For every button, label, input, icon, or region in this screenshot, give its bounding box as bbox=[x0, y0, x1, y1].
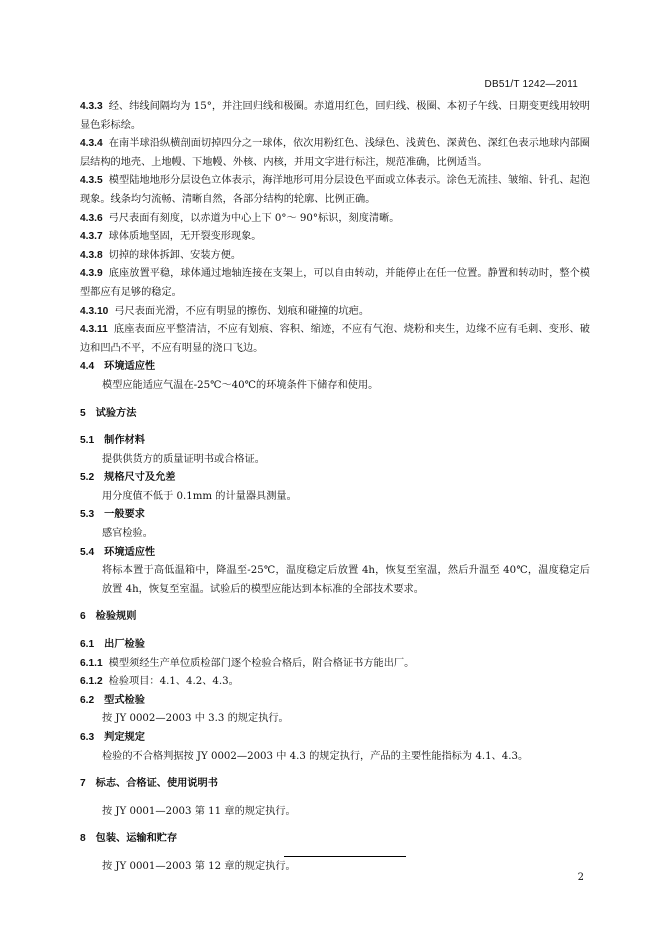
clause-text: 检验项目：4.1、4.2、4.3。 bbox=[108, 676, 239, 688]
clause-4-3-7 bbox=[80, 228, 590, 247]
clause-number: 4.3.5 bbox=[80, 175, 103, 187]
clause-number: 4.3.10 bbox=[80, 305, 109, 317]
clause-number: 4.3.3 bbox=[80, 101, 103, 112]
section-title: 型式检验 bbox=[104, 694, 145, 706]
clause-number: 4.3.4 bbox=[80, 138, 103, 150]
clause-text: 底座表面应平整清洁，不应有划痕、容积、缩迹，不应有气泡、烧粉和夹生，边缘不应有毛刺、变形、破边和凹凸不平，不应有明显的浇口飞边。 bbox=[80, 324, 590, 354]
section-number: 6.3 bbox=[80, 732, 95, 743]
heading-5-2 bbox=[80, 469, 590, 488]
section-title: 检验规则 bbox=[95, 611, 137, 623]
heading-6-1 bbox=[80, 636, 590, 655]
clause-number: 4.3.6 bbox=[80, 212, 103, 224]
heading-8 bbox=[80, 830, 590, 849]
section-number: 5.3 bbox=[80, 509, 95, 521]
text-5-1: 提供供货方的质量证明书或合格证。 bbox=[102, 453, 265, 465]
heading-4-4 bbox=[80, 358, 590, 377]
section-title: 制作材料 bbox=[104, 435, 145, 447]
clause-text: 球体质地坚固，无开裂变形现象。 bbox=[108, 231, 262, 243]
clause-6-1-2 bbox=[80, 673, 590, 692]
heading-5 bbox=[80, 405, 590, 424]
end-rule bbox=[284, 856, 406, 857]
clause-4-3-10 bbox=[80, 303, 590, 322]
section-title: 试验方法 bbox=[95, 407, 137, 419]
text-8: 按 JY 0001—2003 第 12 章的规定执行。 bbox=[102, 860, 296, 872]
section-number: 6 bbox=[80, 611, 86, 623]
section-number: 8 bbox=[80, 833, 86, 845]
clause-text: 在南半球沿纵横剖面切掉四分之一球体，依次用粉红色、浅绿色、浅黄色、深黄色、深红色表示地球内部圈层结构的地壳、上地幔、下地幔、外核、内核，并用文字进行标注，规范准确，比例适当。 bbox=[80, 138, 590, 168]
page-number: 2 bbox=[577, 872, 584, 883]
text-7: 按 JY 0001—2003 第 11 章的规定执行。 bbox=[102, 805, 296, 817]
section-number: 5.2 bbox=[80, 472, 95, 484]
clause-text: 弓尺表面有刻度，以赤道为中心上下 0°～ 90°标识，刻度清晰。 bbox=[108, 212, 400, 224]
clause-number: 4.3.7 bbox=[80, 231, 103, 243]
clause-4-3-3 bbox=[80, 98, 590, 135]
clause-4-3-5 bbox=[80, 172, 590, 209]
section-number: 7 bbox=[80, 778, 86, 790]
text-5-3: 感官检验。 bbox=[102, 528, 153, 540]
heading-5-3 bbox=[80, 506, 590, 525]
clause-text: 经、纬线间隔均为 15°，并注回归线和极圈。赤道用红色，回归线、极圈、本初子午线、日期变更线用较明显色彩标绘。 bbox=[80, 101, 590, 131]
section-title: 环境适应性 bbox=[104, 361, 156, 373]
clause-number: 4.3.9 bbox=[80, 268, 103, 280]
standard-code: DB51/T 1242—2011 bbox=[484, 79, 578, 90]
text-5-2: 用分度值不低于 0.1mm 的计量器具测量。 bbox=[102, 490, 297, 502]
clause-number: 6.1.1 bbox=[80, 657, 103, 669]
text-6-2: 按 JY 0002—2003 中 3.3 的规定执行。 bbox=[102, 713, 289, 725]
section-number: 5.4 bbox=[80, 546, 95, 558]
clause-4-3-8 bbox=[80, 247, 590, 266]
heading-6-2 bbox=[80, 692, 590, 711]
heading-5-4 bbox=[80, 544, 590, 563]
section-title: 一般要求 bbox=[104, 509, 145, 521]
text-4-4: 模型应能适应气温在-25℃～40℃的环境条件下储存和使用。 bbox=[102, 379, 379, 391]
clause-text: 弓尺表面光滑，不应有明显的擦伤、划痕和碰撞的坑疤。 bbox=[114, 305, 370, 317]
heading-6 bbox=[80, 608, 590, 627]
section-title: 包装、运输和贮存 bbox=[95, 833, 178, 845]
section-title: 规格尺寸及允差 bbox=[104, 472, 176, 484]
heading-7 bbox=[80, 775, 590, 794]
section-title: 出厂检验 bbox=[104, 639, 145, 651]
section-number: 5.1 bbox=[80, 435, 95, 447]
text-6-3: 检验的不合格判据按 JY 0002—2003 中 4.3 的规定执行，产品的主要性能指标为 4.1、4.3。 bbox=[102, 750, 529, 762]
section-title: 环境适应性 bbox=[104, 546, 156, 558]
text-5-4: 将标本置于高低温箱中，降温至-25℃，温度稳定后放置 4h，恢复至室温，然后升温至 40℃，温度稳定后放置 4h，恢复至室温。试验后的模型应能达到本标准的全部技术要求。 bbox=[102, 565, 590, 595]
section-title: 标志、合格证、使用说明书 bbox=[95, 778, 218, 790]
section-number: 6.1 bbox=[80, 639, 95, 651]
heading-6-3 bbox=[80, 729, 590, 748]
section-number: 5 bbox=[80, 407, 86, 419]
clause-6-1-1 bbox=[80, 655, 590, 674]
section-title: 判定规定 bbox=[104, 732, 145, 743]
clause-number: 4.3.8 bbox=[80, 249, 103, 261]
clause-4-3-6 bbox=[80, 210, 590, 229]
clause-text: 切掉的球体拆卸、安装方便。 bbox=[108, 249, 242, 261]
clause-text: 模型陆地地形分层设色立体表示，海洋地形可用分层设色平面或立体表示。涂色无流挂、皱缩、针孔、起泡现象。线条均匀流畅、清晰自然，各部分结构的轮廓、比例正确。 bbox=[80, 175, 590, 205]
section-number: 6.2 bbox=[80, 694, 95, 706]
clause-text: 底座放置平稳，球体通过地轴连接在支架上，可以自由转动，并能停止在任一位置。静置和转动时，整个模型都应有足够的稳定。 bbox=[80, 268, 590, 298]
heading-5-1 bbox=[80, 432, 590, 451]
clause-4-3-9 bbox=[80, 265, 590, 302]
clause-4-3-11 bbox=[80, 321, 590, 358]
section-number: 4.4 bbox=[80, 361, 95, 373]
clause-number: 4.3.11 bbox=[80, 324, 108, 336]
clause-4-3-4 bbox=[80, 135, 590, 172]
clause-text: 模型须经生产单位质检部门逐个检验合格后，附合格证书方能出厂。 bbox=[108, 657, 415, 669]
clause-number: 6.1.2 bbox=[80, 676, 103, 688]
document-body bbox=[80, 98, 590, 877]
